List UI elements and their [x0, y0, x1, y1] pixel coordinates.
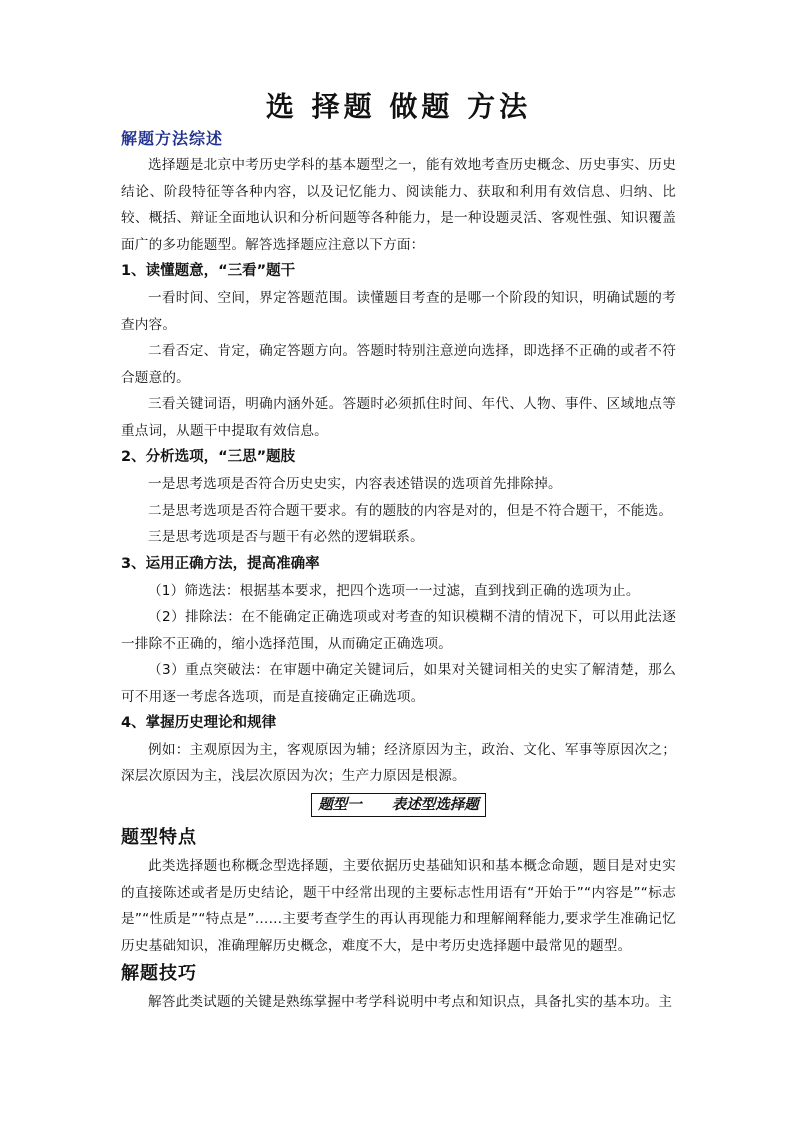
section-heading: 3、运用正确方法，提高准确率	[121, 555, 320, 572]
document-body	[121, 88, 676, 1016]
skills-heading: 解题技巧	[121, 963, 197, 984]
section-4	[121, 710, 676, 789]
intro-heading: 解题方法综述	[121, 129, 224, 148]
section-paragraph: 三是思考选项是否与题干有必然的逻辑联系。	[148, 529, 424, 545]
section-3	[121, 551, 676, 711]
question-type-box	[311, 793, 486, 817]
intro-paragraph: 选择题是北京中考历史学科的基本题型之一，能有效地考查历史概念、历史事实、历史结论、阶段特征等各种内容，以及记忆能力、阅读能力、获取和利用有效信息、归纳、比较、概括、辩证全面地认识和分析问题等各种能力，是一种设题灵活、客观性强、知识覆盖面广的多功能题型。解答选择题应注意以下方面：	[121, 157, 676, 253]
section-paragraph: 三看关键词语，明确内涵外延。答题时必须抓住时间、年代、人物、事件、区域地点等重点词，从题干中提取有效信息。	[121, 396, 676, 439]
section-paragraph: （3）重点突破法：在审题中确定关键词后，如果对关键词相关的史实了解清楚，那么可不用逐一考虑各选项，而是直接确定正确选项。	[121, 662, 676, 705]
type-box-wrapper	[121, 793, 676, 821]
section-paragraph: 一是思考选项是否符合历史史实，内容表述错误的选项首先排除掉。	[148, 476, 562, 492]
skills-paragraph: 解答此类试题的关键是熟练掌握中考学科说明中考点和知识点，具备扎实的基本功。主	[148, 994, 673, 1010]
section-paragraph: 例如：主观原因为主，客观原因为辅；经济原因为主，政治、文化、军事等原因次之；深层次原因为主，浅层次原因为次；生产力原因是根源。	[121, 742, 676, 784]
section-heading: 4、掌握历史理论和规律	[121, 715, 277, 731]
section-heading: 1、读懂题意，“三看”题干	[121, 263, 296, 279]
section-heading: 2、分析选项，“三思”题肢	[121, 449, 296, 465]
section-paragraph: 二看否定、肯定，确定答题方向。答题时特别注意逆向选择，即选择不正确的或者不符合题意的。	[121, 343, 676, 386]
section-paragraph: 二是思考选项是否符合题干要求。有的题肢的内容是对的，但是不符合题干，不能选。	[148, 502, 673, 519]
features-heading: 题型特点	[121, 827, 197, 848]
question-type-number: 题型一	[318, 796, 362, 813]
section-paragraph: （1）筛选法：根据基本要求，把四个选项一一过滤，直到找到正确的选项为止。	[148, 582, 640, 599]
section-2	[121, 444, 676, 551]
features-paragraph: 此类选择题也称概念型选择题，主要依据历史基础知识和基本概念命题，题目是对史实的直接陈述或者是历史结论，题干中经常出现的主要标志性用语有“开始于”“内容是”“标志是”“性质是”“特点是”……主要考查学生的再认再现能力和理解阐释能力,要求学生准确记忆历史基础知识，准确理解历史概念，难度不大，是中考历史选择题中最常见的题型。	[121, 858, 676, 954]
section-paragraph: （2）排除法：在不能确定正确选项或对考查的知识模糊不清的情况下，可以用此法逐一排除不正确的，缩小选择范围，从而确定正确选项。	[121, 609, 676, 652]
section-paragraph: 一看时间、空间，界定答题范围。读懂题目考查的是哪一个阶段的知识，明确试题的考查内容。	[121, 290, 676, 333]
document-title: 选 择题 做题 方法	[265, 90, 532, 123]
section-1	[121, 258, 676, 444]
question-type-name: 表述型选择题	[391, 796, 479, 813]
